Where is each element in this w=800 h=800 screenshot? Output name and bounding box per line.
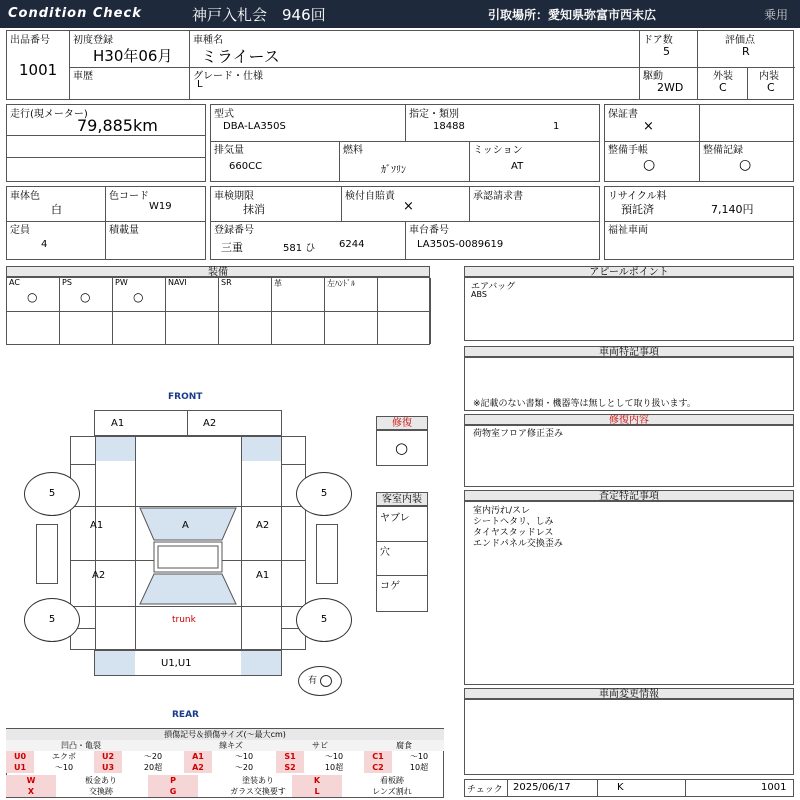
rear-bumper-mark: U1,U1 xyxy=(161,658,192,669)
mileage-value: 79,885km xyxy=(77,116,158,135)
header-bar xyxy=(0,0,800,28)
color-code: W19 xyxy=(149,201,172,212)
equipment-label: AC xyxy=(9,278,20,287)
appeal-line-1: エアバッグ xyxy=(471,282,516,292)
equipment-mark: ○ xyxy=(133,290,144,304)
check-lot-number: 1001 xyxy=(761,782,787,793)
approval-label: 承認請求書 xyxy=(473,191,523,202)
legend-cell: C2 xyxy=(364,762,392,773)
warranty-label: 保証書 xyxy=(608,109,638,120)
equipment-label: NAVI xyxy=(168,278,187,287)
recycle-status: 預託済 xyxy=(621,203,654,216)
class-label: 指定・類別 xyxy=(409,109,459,120)
model-label: 車種名 xyxy=(193,35,223,46)
recycle-block xyxy=(604,186,794,260)
equipment-mark: ○ xyxy=(80,290,91,304)
legend-cell: レンズ割れ xyxy=(372,787,412,796)
lot-number: 1001 xyxy=(19,61,58,79)
front-bumper xyxy=(94,410,282,436)
rear-bumper xyxy=(94,650,282,676)
registration-block xyxy=(210,186,600,260)
legend-cell: 〜10 xyxy=(54,763,74,772)
equipment-cell xyxy=(7,278,60,344)
equipment-cell xyxy=(378,278,431,344)
capacity-label: 定員 xyxy=(10,225,30,236)
legend-cell: U0 xyxy=(6,751,34,762)
rear-label: REAR xyxy=(172,710,199,720)
appeal-line-2: ABS xyxy=(471,290,487,299)
legend-cell: 板金あり xyxy=(85,776,117,785)
equipment-label: SR xyxy=(221,278,232,287)
equipment-grid xyxy=(6,277,430,345)
legend-row-4 xyxy=(6,786,444,797)
check-row xyxy=(464,779,794,797)
tire-rear-left: 5 xyxy=(24,598,80,642)
type-label: 型式 xyxy=(214,109,234,120)
manual-mark: ○ xyxy=(643,157,656,173)
check-date: 2025/06/17 xyxy=(513,782,571,793)
plate-label: 登録番号 xyxy=(214,225,254,236)
legend-cell: P xyxy=(148,775,198,786)
equipment-cell xyxy=(113,278,166,344)
tire-front-left: 5 xyxy=(24,472,80,516)
grade-value: L xyxy=(197,79,203,90)
cc-label: 排気量 xyxy=(214,145,244,156)
color-value: 白 xyxy=(51,203,62,216)
appeal-title: アピールポイント xyxy=(464,266,794,277)
tire-front-right: 5 xyxy=(296,472,352,516)
legend-cell: S2 xyxy=(276,762,304,773)
insurance-mark: × xyxy=(403,199,414,214)
legend-cell: 〜10 xyxy=(324,752,344,761)
welfare-label: 福祉車両 xyxy=(608,225,648,236)
equipment-cell xyxy=(219,278,272,344)
legend-cell: 10超 xyxy=(324,763,344,772)
inspection-value: 抹消 xyxy=(243,203,265,216)
class-sub: 1 xyxy=(553,121,560,132)
legend-cell: 10超 xyxy=(409,763,429,772)
equipment-label: PS xyxy=(62,278,72,287)
legend-cell: 交換跡 xyxy=(89,787,113,796)
legend-cell: 〜10 xyxy=(409,752,429,761)
legend-cell: 看板跡 xyxy=(380,776,404,785)
right-front-door-mark: A2 xyxy=(256,520,270,531)
check-inspector: K xyxy=(617,782,624,793)
fuel-value: ｶﾞｿﾘﾝ xyxy=(381,165,406,176)
plate-number: 6244 xyxy=(339,239,365,250)
drive-value: 2WD xyxy=(657,81,684,94)
equipment-label: 左ﾊﾝﾄﾞﾙ xyxy=(327,279,355,288)
first-registration: H30年06月 xyxy=(93,47,173,65)
plate-region: 三重 xyxy=(221,241,243,254)
mileage-label: 走行(現メーター) xyxy=(10,109,88,120)
check-label: チェック xyxy=(467,785,503,795)
legend-cell: A1 xyxy=(184,751,212,762)
inspection-note-4: エンドパネル交換歪み xyxy=(473,539,563,549)
legend-row-3 xyxy=(6,775,444,786)
equipment-label: 革 xyxy=(274,279,282,288)
int-grade: C xyxy=(767,81,775,94)
lot-number-label: 出品番号 xyxy=(10,35,50,46)
legend-cell: G xyxy=(148,786,198,797)
header-logo-title: Condition Check xyxy=(8,6,142,21)
chassis-label: 車台番号 xyxy=(409,225,449,236)
ext-grade: C xyxy=(719,81,727,94)
glass-panels xyxy=(136,506,242,606)
legend-cell: C1 xyxy=(364,751,392,762)
color-label: 車体色 xyxy=(10,191,40,202)
repair-details-text: 荷物室フロア修正歪み xyxy=(473,429,564,439)
mission-label: ミッション xyxy=(473,145,523,156)
legend-cell: U2 xyxy=(94,751,122,762)
capacity-value: 4 xyxy=(41,239,48,250)
doors-label: ドア数 xyxy=(643,35,673,46)
equipment-cell xyxy=(166,278,219,344)
legend-cell: S1 xyxy=(276,751,304,762)
legend-cell: 塗装あり xyxy=(242,776,274,785)
recycle-label: リサイクル料 xyxy=(608,191,667,202)
interior-tear: ヤブレ xyxy=(380,513,410,524)
legend-cell: U1 xyxy=(6,762,34,773)
legend-header: 凹凸・亀裂 線キズ サビ 腐食 xyxy=(6,740,444,751)
legend-cell: L xyxy=(292,786,342,797)
fuel-label: 燃料 xyxy=(343,145,363,156)
cc-value: 660CC xyxy=(229,161,263,172)
left-front-door-mark: A1 xyxy=(90,520,104,531)
auction-name: 神戸入札会 946回 xyxy=(192,6,326,24)
basic-info-block xyxy=(6,30,794,100)
equipment-mark: ○ xyxy=(27,290,38,304)
spare-tire-indicator: 有 xyxy=(298,666,342,696)
score-label: 評価点 xyxy=(725,35,755,46)
chassis-number: LA350S-0089619 xyxy=(417,239,504,250)
equipment-title: 装備 xyxy=(6,266,430,277)
color-block xyxy=(6,186,206,260)
right-side-panel xyxy=(316,524,338,584)
warranty-mark: × xyxy=(643,119,654,134)
legend-cell: ガラス交換要す xyxy=(230,787,286,796)
equipment-cell xyxy=(60,278,113,344)
score-value: R xyxy=(742,45,750,58)
repair-details-title: 修復内容 xyxy=(464,414,794,425)
windshield-mark: A xyxy=(182,520,189,531)
legend-cell: A2 xyxy=(184,762,212,773)
ext-label: 外装 xyxy=(713,71,733,82)
left-rear-door-mark: A2 xyxy=(92,570,106,581)
spec-block xyxy=(210,104,600,182)
tire-rear-right: 5 xyxy=(296,598,352,642)
legend-cell: X xyxy=(6,786,56,797)
insurance-label: 検付自賠責 xyxy=(345,191,395,202)
repair-mark: ○ xyxy=(395,439,409,457)
legend-row-1 xyxy=(6,751,444,762)
spare-tire-icon xyxy=(320,675,332,687)
inspection-note-1: 室内汚れ/スレ xyxy=(473,506,531,516)
equipment-cell xyxy=(325,278,378,344)
int-label: 内装 xyxy=(759,71,779,82)
legend-title: 損傷記号＆損傷サイズ(〜最大cm) xyxy=(6,729,444,740)
appeal-box xyxy=(464,277,794,341)
legend-row-2 xyxy=(6,762,444,773)
repair-details-box xyxy=(464,425,794,487)
change-info-box xyxy=(464,699,794,775)
legend-cell: K xyxy=(292,775,342,786)
special-notes-box xyxy=(464,357,794,411)
color-code-label: 色コード xyxy=(109,191,149,202)
first-reg-label: 初度登録 xyxy=(73,35,113,46)
manual-label: 整備手帳 xyxy=(608,145,648,156)
legend-cell: U3 xyxy=(94,762,122,773)
legend-cell: 〜20 xyxy=(143,752,163,761)
grade-label: グレード・仕様 xyxy=(193,71,263,82)
warranty-block xyxy=(604,104,794,182)
type-value: DBA-LA350S xyxy=(223,121,286,132)
repair-box xyxy=(376,430,428,466)
vehicle-category: 乗用 xyxy=(764,8,789,22)
pickup-location: 引取場所：愛知県弥富市西末広 xyxy=(488,8,657,22)
front-bumper-right-mark: A2 xyxy=(203,418,217,429)
record-mark: ○ xyxy=(739,157,752,173)
front-bumper-left-mark: A1 xyxy=(111,418,125,429)
load-label: 積載量 xyxy=(109,225,139,236)
plate-class: 581 ひ xyxy=(283,243,316,254)
change-info-title: 車両変更情報 xyxy=(464,688,794,699)
history-label: 車歴 xyxy=(73,71,93,82)
car-diagram xyxy=(0,380,370,720)
drive-label: 駆動 xyxy=(643,71,663,82)
front-label: FRONT xyxy=(168,392,203,402)
equipment-cell xyxy=(272,278,325,344)
legend-cell: 〜20 xyxy=(234,763,254,772)
class-number: 18488 xyxy=(433,121,465,132)
repair-title: 修復 xyxy=(376,416,428,430)
model-name: ミライース xyxy=(201,47,280,66)
inspection-notes-box xyxy=(464,501,794,685)
interior-burn: コゲ xyxy=(380,581,400,592)
inspection-note-2: シートヘタリ、しみ xyxy=(473,517,554,527)
doors-value: 5 xyxy=(663,45,670,58)
recycle-fee: 7,140円 xyxy=(711,203,754,216)
special-notes-disclaimer: ※記載のない書類・機器等は無しとして取り扱います。 xyxy=(473,399,696,409)
interior-box xyxy=(376,506,428,612)
legend-cell: 20超 xyxy=(143,763,163,772)
left-side-panel xyxy=(36,524,58,584)
record-label: 整備記録 xyxy=(703,145,743,156)
inspection-note-3: タイヤスタッドレス xyxy=(473,528,554,538)
legend-cell: W xyxy=(6,775,56,786)
inspection-notes-title: 査定特記事項 xyxy=(464,490,794,501)
right-rear-door-mark: A1 xyxy=(256,570,270,581)
equipment-label: PW xyxy=(115,278,128,287)
inspection-label: 車検期限 xyxy=(214,191,254,202)
legend-cell: エクボ xyxy=(52,752,76,761)
interior-hole: 穴 xyxy=(380,547,390,558)
interior-title: 客室内装 xyxy=(376,492,428,506)
mileage-block xyxy=(6,104,206,182)
mission-value: AT xyxy=(511,161,524,172)
special-notes-title: 車両特記事項 xyxy=(464,346,794,357)
trunk-label: trunk xyxy=(172,615,196,625)
legend-cell: 〜10 xyxy=(234,752,254,761)
